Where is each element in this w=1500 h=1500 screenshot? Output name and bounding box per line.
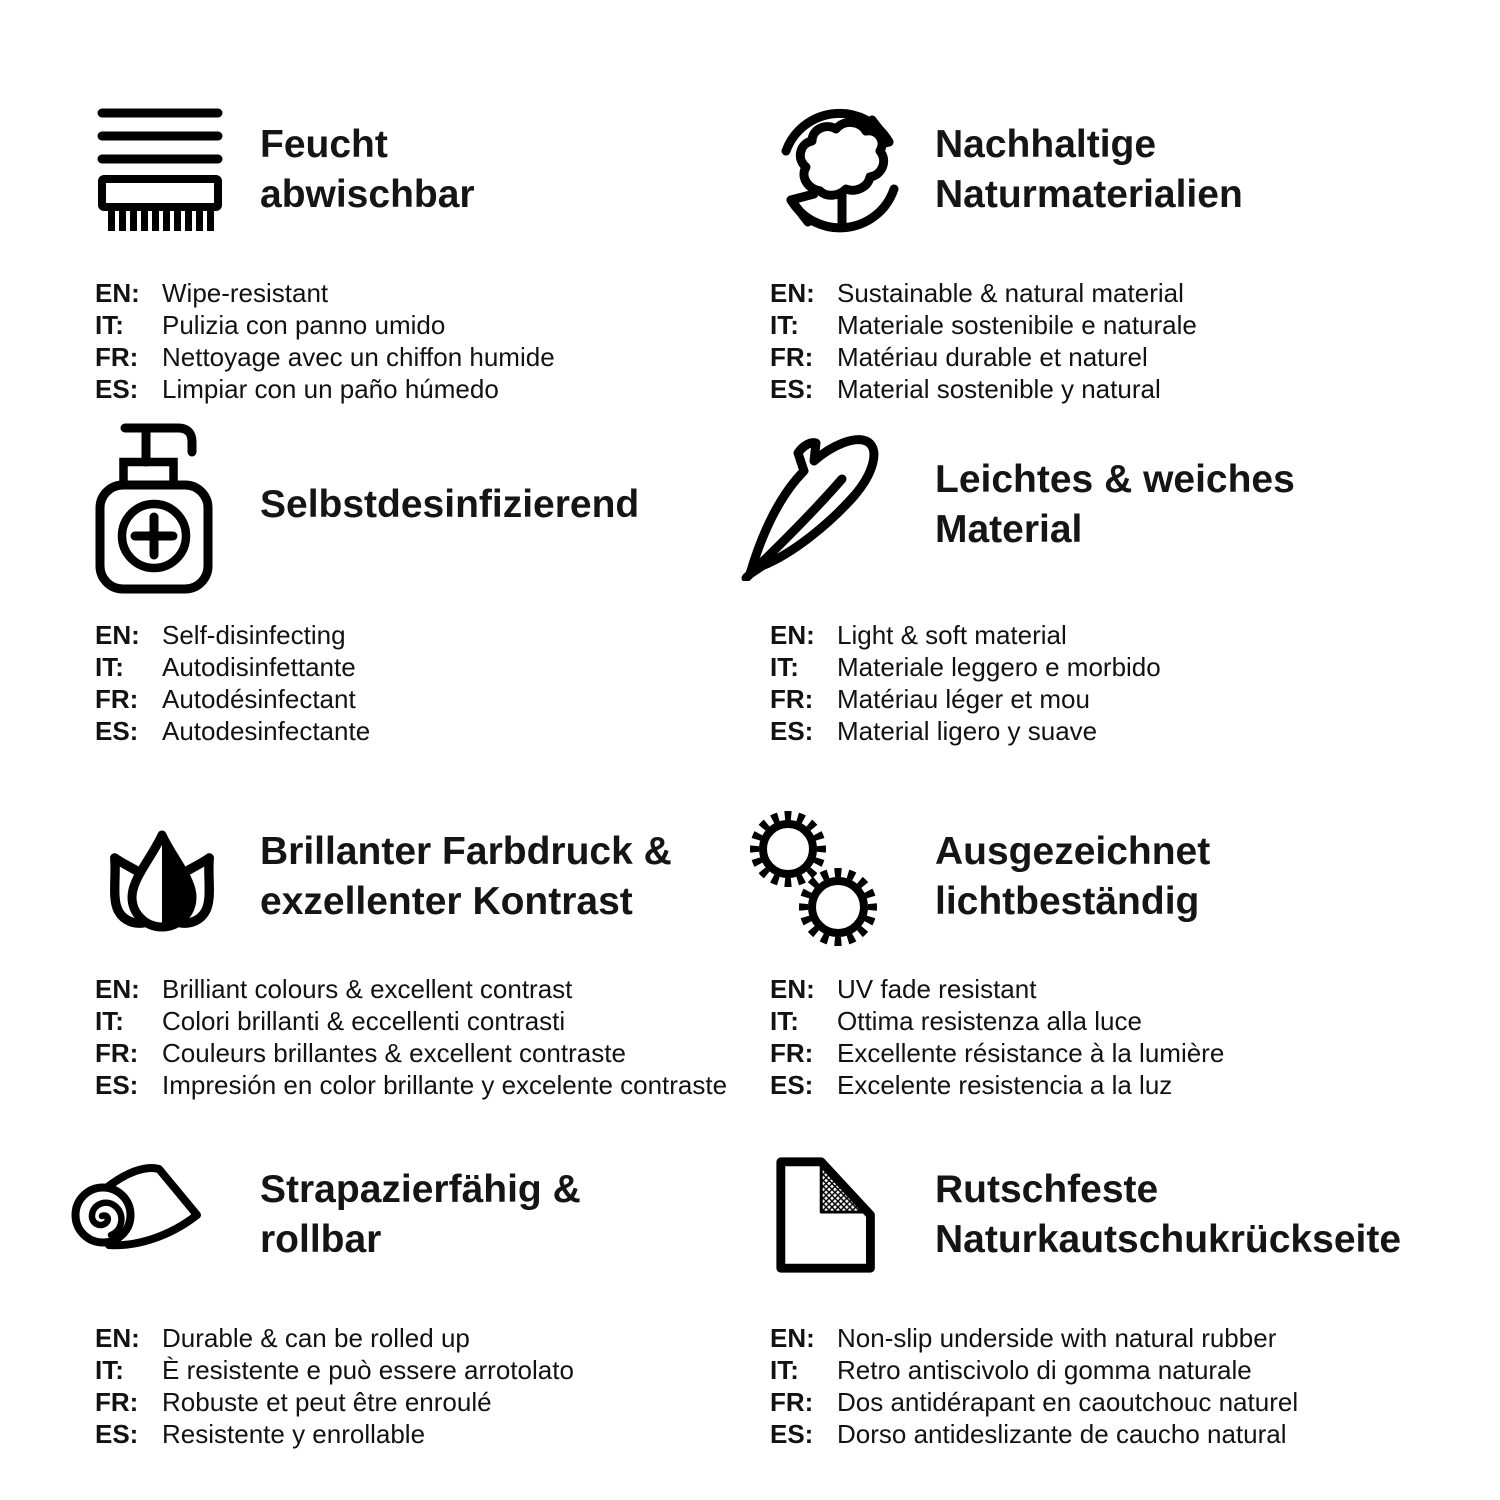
translation-row <box>770 1005 1445 1037</box>
title-line: Nachhaltige <box>935 123 1157 167</box>
title-line: abwischbar <box>260 173 475 217</box>
translation-row <box>95 683 770 715</box>
translations <box>95 973 770 1101</box>
feature-title <box>935 1165 1401 1265</box>
language-label: ES: <box>95 716 139 746</box>
translation-row <box>770 1386 1445 1418</box>
title-line: Rutschfeste <box>935 1168 1159 1212</box>
language-label: ES: <box>770 716 814 746</box>
translation-text: Wipe-resistant <box>162 277 329 308</box>
title-line: lichtbeständig <box>935 880 1200 924</box>
title-line: Material <box>935 508 1083 551</box>
translations <box>770 973 1445 1101</box>
translation-row <box>770 1354 1445 1386</box>
translation-text: Material sostenible y natural <box>837 373 1161 404</box>
language-label: FR: <box>95 1386 139 1417</box>
feature-title <box>260 1165 581 1265</box>
brush-icon <box>95 107 260 233</box>
language-label: IT: <box>770 1005 799 1036</box>
translation-text: Non-slip underside with natural rubber <box>837 1322 1277 1353</box>
feature-title <box>260 827 672 927</box>
feature-title <box>935 827 1210 927</box>
language-label: EN: <box>770 620 815 650</box>
language-label: IT: <box>770 309 799 340</box>
feature-header <box>95 88 770 253</box>
translation-text: Robuste et peut être enroulé <box>162 1386 492 1417</box>
translation-text: Sustainable & natural material <box>837 277 1184 308</box>
language-label: EN: <box>770 973 815 1004</box>
feature-title <box>935 120 1243 220</box>
feature-sustainable-materials <box>770 88 1445 415</box>
translation-row <box>770 341 1445 373</box>
translation-text: Colori brillanti & eccellenti contrasti <box>162 1005 566 1036</box>
feature-wipe-resistant <box>95 88 770 415</box>
translation-row <box>95 619 770 651</box>
translation-row <box>95 973 770 1005</box>
feature-header <box>95 415 770 595</box>
rolled-mat-icon <box>69 1153 260 1277</box>
feature-light-soft-material <box>770 415 1445 795</box>
feature-self-disinfecting <box>95 415 770 795</box>
language-label: ES: <box>770 1418 814 1449</box>
translation-text: Ottima resistenza alla luce <box>837 1005 1142 1036</box>
language-label: FR: <box>770 684 814 714</box>
translation-text: Durable & can be rolled up <box>162 1322 470 1353</box>
title-line: Brillanter Farbdruck & <box>260 830 672 874</box>
language-label: EN: <box>770 277 815 308</box>
translation-text: Materiale leggero e morbido <box>837 652 1161 682</box>
translation-text: Matériau léger et mou <box>837 684 1090 714</box>
language-label: IT: <box>95 1354 124 1385</box>
language-label: EN: <box>95 620 140 650</box>
translation-text: Matériau durable et naturel <box>837 341 1148 372</box>
title-line: rollbar <box>260 1218 382 1262</box>
language-label: EN: <box>770 1322 815 1353</box>
title-line: Naturkautschukrückseite <box>935 1218 1402 1262</box>
translation-row <box>95 373 770 405</box>
translation-row <box>770 1418 1445 1450</box>
language-label: ES: <box>95 1418 139 1449</box>
language-label: IT: <box>770 652 799 682</box>
translation-row <box>95 1005 770 1037</box>
title-line: Leichtes & weiches <box>935 458 1295 501</box>
translation-row <box>770 683 1445 715</box>
sun-gears-icon <box>748 807 935 947</box>
translation-row <box>95 1418 770 1450</box>
translation-row <box>95 341 770 373</box>
title-line: Naturmaterialien <box>935 173 1243 217</box>
language-label: IT: <box>95 652 124 682</box>
translation-text: Dos antidérapant en caoutchouc naturel <box>837 1386 1299 1417</box>
translation-row <box>770 1037 1445 1069</box>
translations <box>770 1322 1445 1450</box>
translation-text: Light & soft material <box>837 620 1067 650</box>
folded-corner-icon <box>770 1151 935 1279</box>
translation-text: Brilliant colours & excellent contrast <box>162 973 573 1004</box>
language-label: FR: <box>770 1037 814 1068</box>
translations <box>95 619 770 747</box>
translation-text: È resistente e può essere arrotolato <box>162 1354 574 1385</box>
feature-title <box>260 120 475 220</box>
language-label: IT: <box>95 309 124 340</box>
feature-header <box>770 415 1445 595</box>
translation-text: Excellente résistance à la lumière <box>837 1037 1225 1068</box>
translations <box>770 619 1445 747</box>
translation-row <box>95 1037 770 1069</box>
title-line: Selbstdesinfizierend <box>260 483 640 526</box>
translation-text: Materiale sostenibile e naturale <box>837 309 1197 340</box>
title-line: Ausgezeichnet <box>935 830 1211 874</box>
translation-row <box>95 1069 770 1101</box>
feature-brilliant-print <box>95 795 770 1133</box>
language-label: IT: <box>95 1005 124 1036</box>
title-line: Feucht <box>260 123 388 167</box>
translation-row <box>770 973 1445 1005</box>
language-label: ES: <box>770 373 814 404</box>
translation-text: UV fade resistant <box>837 973 1037 1004</box>
translation-text: Resistente y enrollable <box>162 1418 426 1449</box>
feature-durable-rollable <box>95 1133 770 1450</box>
feature-non-slip-backing <box>770 1133 1445 1450</box>
translation-text: Dorso antideslizante de caucho natural <box>837 1418 1287 1449</box>
translation-text: Self-disinfecting <box>162 620 346 650</box>
translation-row <box>770 619 1445 651</box>
feather-icon <box>740 429 935 581</box>
feature-title <box>260 480 639 530</box>
language-label: IT: <box>770 1354 799 1385</box>
translation-row <box>770 715 1445 747</box>
translation-row <box>770 277 1445 309</box>
translation-row <box>770 373 1445 405</box>
ink-drops-icon <box>95 809 260 945</box>
translation-text: Retro antiscivolo di gomma naturale <box>837 1354 1252 1385</box>
feature-uv-resistant <box>770 795 1445 1133</box>
translation-text: Material ligero y suave <box>837 716 1098 746</box>
translation-text: Impresión en color brillante y excelente contraste <box>162 1069 728 1100</box>
translation-row <box>770 1322 1445 1354</box>
feature-header <box>770 88 1445 253</box>
soap-dispenser-icon <box>95 416 260 594</box>
translation-row <box>95 715 770 747</box>
language-label: EN: <box>95 277 140 308</box>
translation-text: Autodesinfectante <box>162 716 371 746</box>
translation-text: Autodisinfettante <box>162 652 356 682</box>
translation-text: Limpiar con un paño húmedo <box>162 373 499 404</box>
language-label: FR: <box>770 1386 814 1417</box>
translation-text: Pulizia con panno umido <box>162 309 446 340</box>
feature-header <box>770 795 1445 960</box>
translation-row <box>770 651 1445 683</box>
language-label: ES: <box>770 1069 814 1100</box>
translation-text: Autodésinfectant <box>162 684 356 714</box>
language-label: FR: <box>95 341 139 372</box>
translation-text: Couleurs brillantes & excellent contraste <box>162 1037 626 1068</box>
language-label: ES: <box>95 1069 139 1100</box>
translations <box>95 277 770 405</box>
translations <box>95 1322 770 1450</box>
translation-text: Excelente resistencia a la luz <box>837 1069 1173 1100</box>
language-label: ES: <box>95 373 139 404</box>
translation-row <box>95 1386 770 1418</box>
translation-row <box>95 1354 770 1386</box>
language-label: FR: <box>770 341 814 372</box>
language-label: FR: <box>95 1037 139 1068</box>
language-label: FR: <box>95 684 139 714</box>
language-label: EN: <box>95 1322 140 1353</box>
translation-row <box>95 651 770 683</box>
translations <box>770 277 1445 405</box>
translation-row <box>770 309 1445 341</box>
translation-row <box>95 277 770 309</box>
language-label: EN: <box>95 973 140 1004</box>
feature-header <box>95 1133 770 1298</box>
translation-row <box>95 1322 770 1354</box>
feature-header <box>95 795 770 960</box>
feature-header <box>770 1133 1445 1298</box>
translation-row <box>770 1069 1445 1101</box>
title-line: Strapazierfähig & <box>260 1168 581 1212</box>
title-line: exzellenter Kontrast <box>260 880 633 924</box>
feature-title <box>935 455 1295 555</box>
recycle-tree-icon <box>770 99 935 241</box>
translation-text: Nettoyage avec un chiffon humide <box>162 341 555 372</box>
translation-row <box>95 309 770 341</box>
